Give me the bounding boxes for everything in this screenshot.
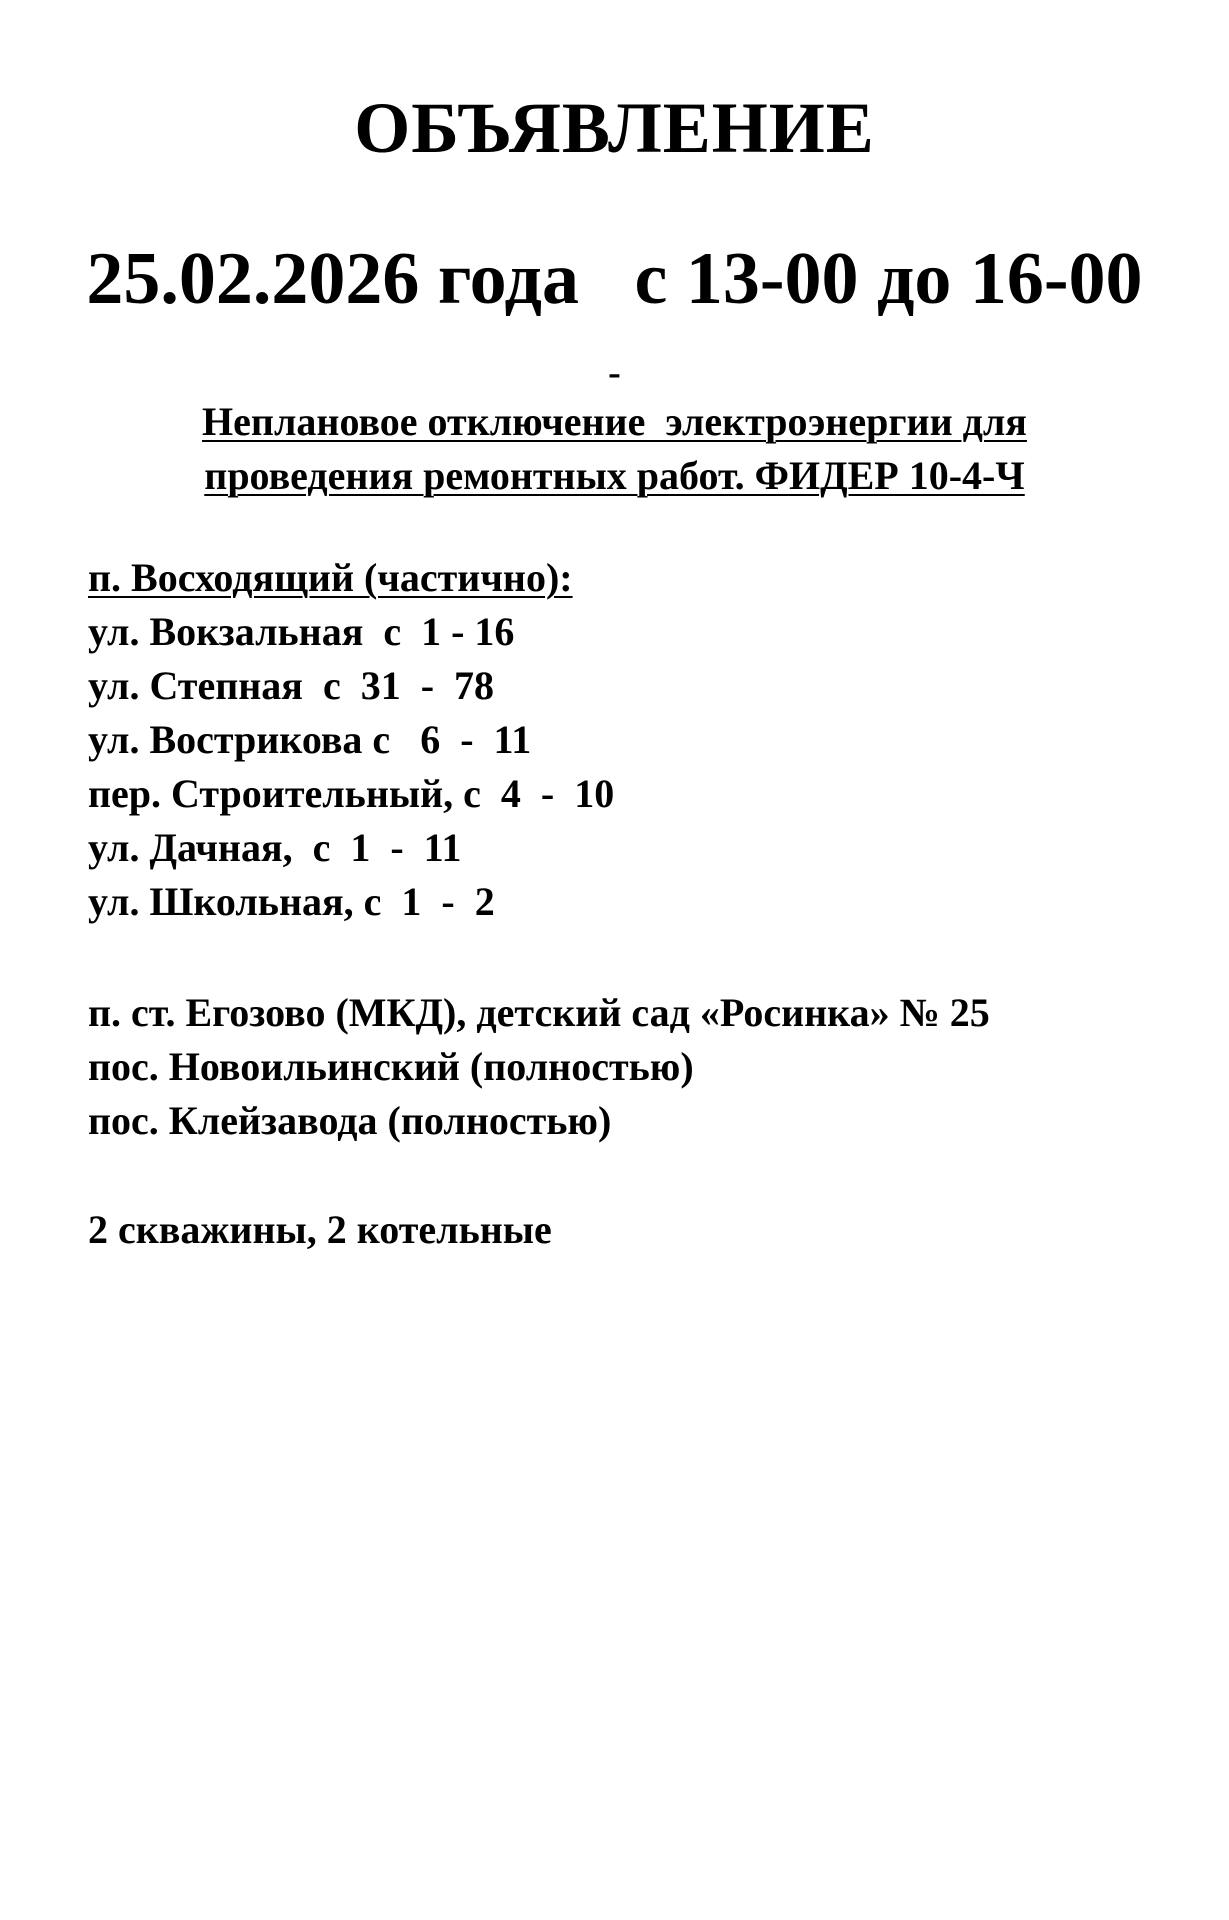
outage-notice (0, 395, 1229, 503)
street-item: ул. Вокзальная с 1 - 16 (88, 609, 515, 654)
section-voskhodyashchiy (88, 551, 1188, 929)
outage-date-time: 25.02.2026 года с 13-00 до 16-00 (86, 238, 1143, 320)
section-heading: п. Восходящий (частично): (88, 555, 573, 600)
announcement-title: ОБЪЯВЛЕНИЕ (354, 88, 875, 168)
settlement-item: п. ст. Егозово (МКД), детский сад «Росинка» № 25 (88, 990, 990, 1035)
street-item: ул. Вострикова с 6 - 11 (88, 717, 532, 762)
settlement-item: пос. Клейзавода (полностью) (88, 1098, 612, 1143)
street-item: ул. Школьная, с 1 - 2 (88, 879, 495, 924)
street-item: ул. Степная с 31 - 78 (88, 663, 495, 708)
separator-dash: - (608, 352, 621, 394)
section-facilities (88, 1203, 1188, 1257)
settlement-item: пос. Новоильинский (полностью) (88, 1044, 694, 1089)
notice-line-2: проведения ремонтных работ. ФИДЕР 10-4-Ч (204, 453, 1025, 498)
notice-line-1: Неплановое отключение электроэнергии для (202, 399, 1027, 444)
street-item: пер. Строительный, с 4 - 10 (88, 771, 615, 816)
street-item: ул. Дачная, с 1 - 11 (88, 825, 462, 870)
section-settlements (88, 986, 1188, 1148)
facilities-item: 2 скважины, 2 котельные (88, 1207, 552, 1252)
